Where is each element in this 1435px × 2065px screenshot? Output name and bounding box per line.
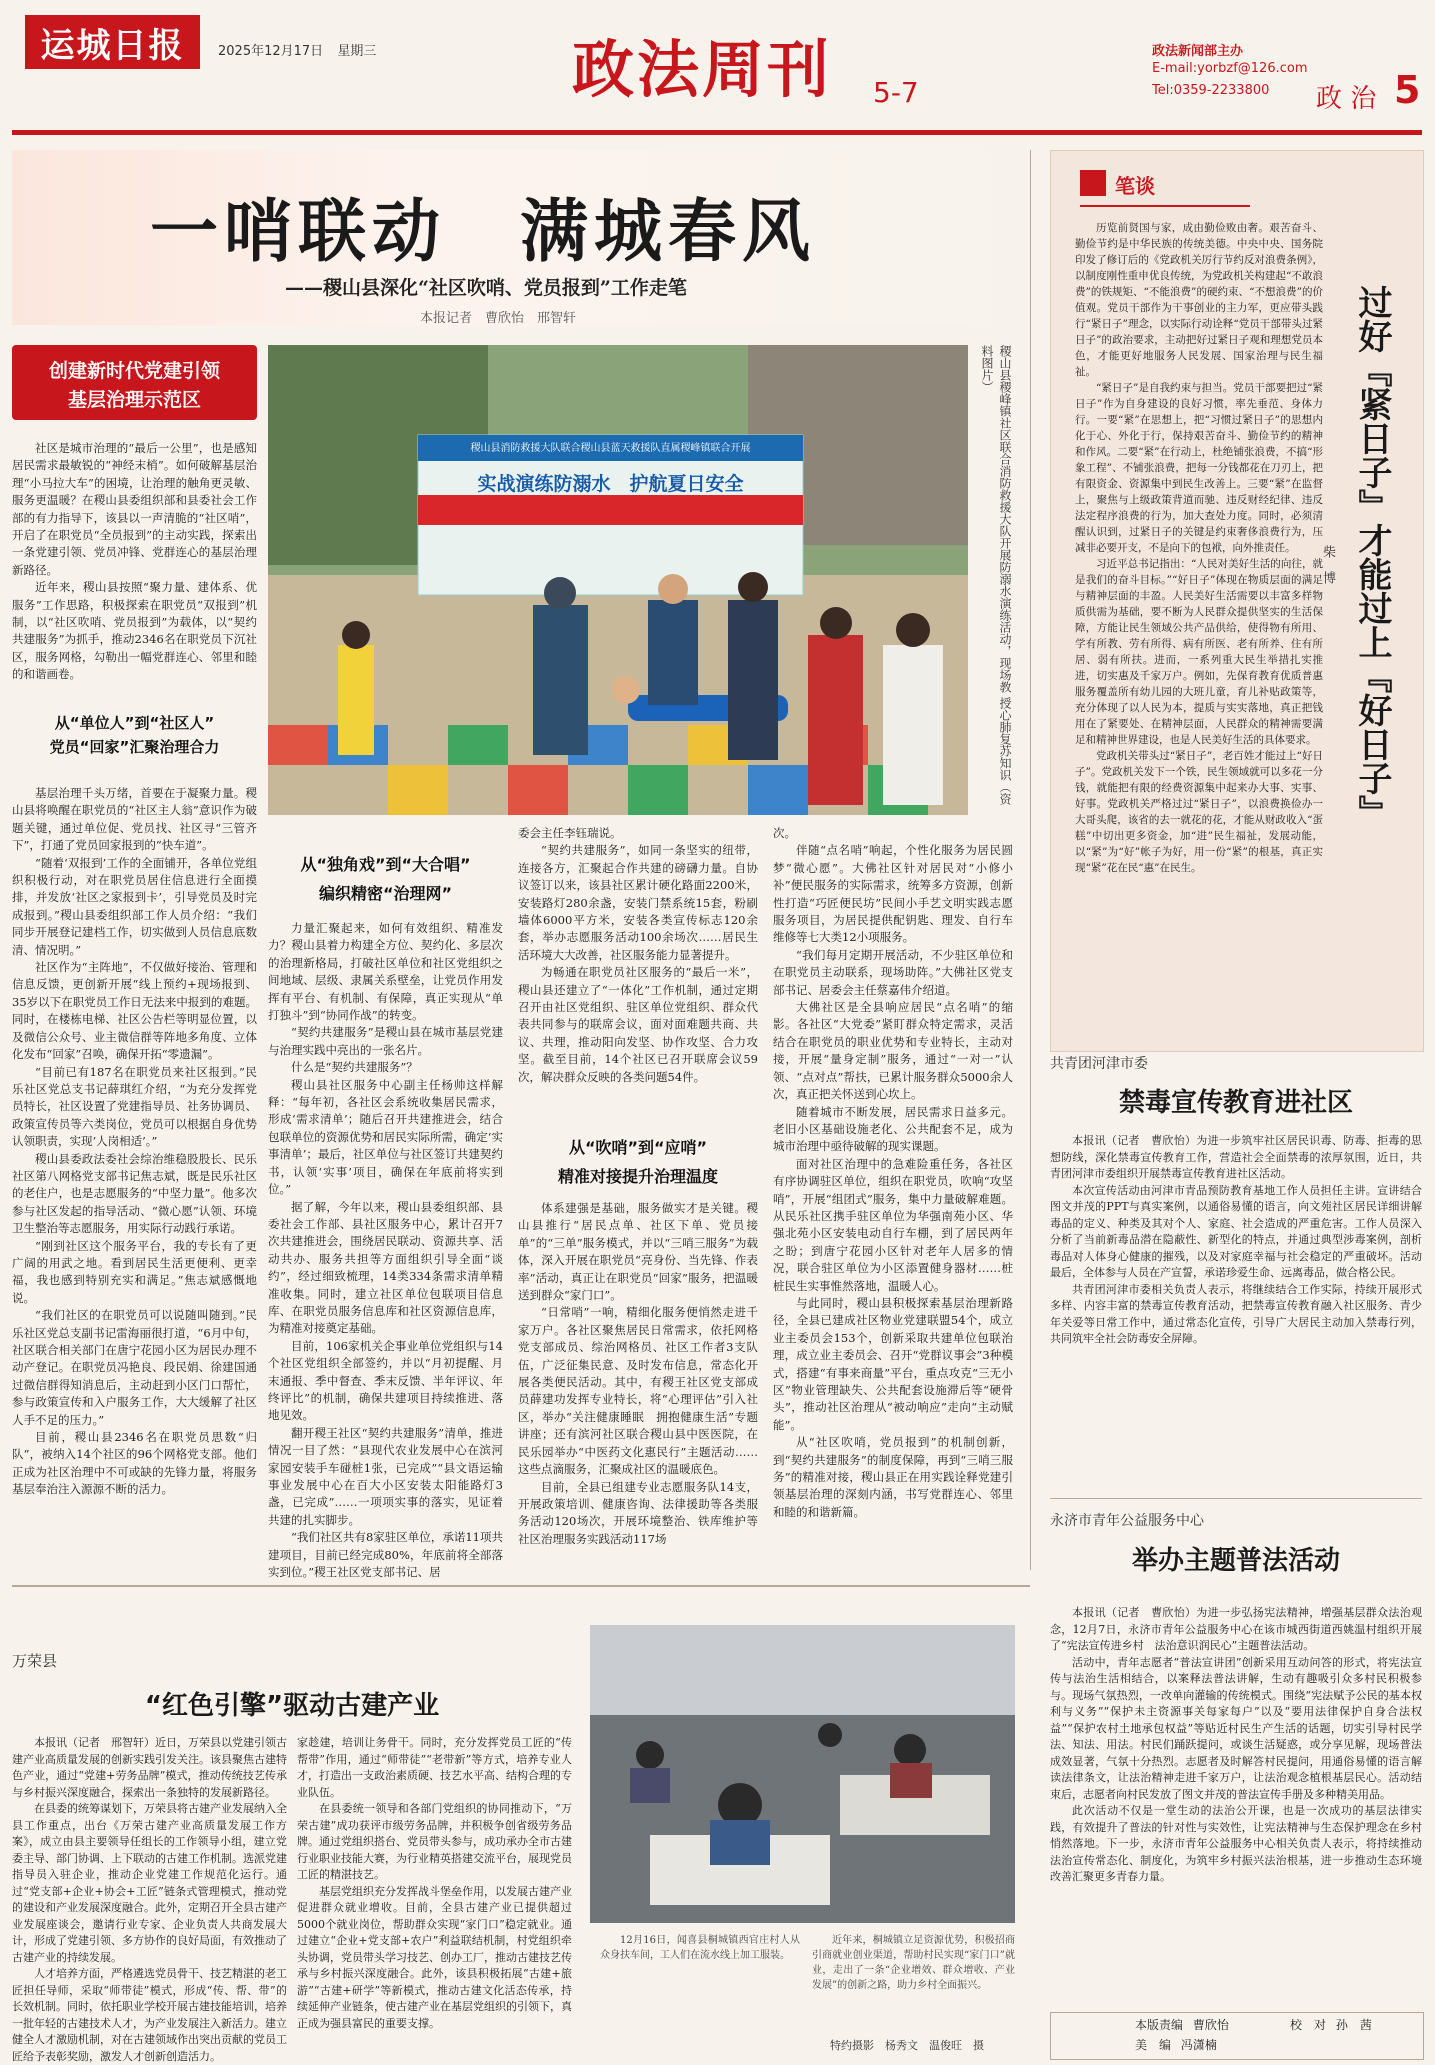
lead-photo-caption bbox=[978, 345, 1014, 815]
bottom-divider bbox=[12, 1585, 1030, 1587]
lead-col3-top bbox=[518, 825, 758, 1137]
lead-col4 bbox=[773, 825, 1013, 1565]
paragraph: 本次宣传活动由河津市青品预防教育基地工作人员担任主讲。宣讲结合图文并茂的PPT与真实案例，以通俗易懂的语言，向文苑社区居民详细讲解毒品的定义、种类及其对个人、家庭、社会造成的严重危害。工作人员深入分析了当前新毒品潜在隐蔽性、新型化的特点，并通过典型涉毒案例，剖析毒品对人体身心健康的摧残，以及对家庭幸福与社会稳定的严重破坏。活动最后，全体参与人员在产宣誓，承诺珍爱生命、远离毒品，做合格公民。 bbox=[1050, 1183, 1422, 1279]
footer-designer bbox=[1135, 2036, 1217, 2053]
logo-text: 运城日报 bbox=[40, 26, 185, 66]
paragraph: 力量汇聚起来，如何有效组织、精准发力？稷山县着力构建全方位、契约化、多层次的治理新格局，打破社区单位和社区党组织之间地域、层级、隶属关系壁垒，让党员作用发挥有平台、有机制、有保障，真正实现从“单打独斗”到“协同作战”的转变。 bbox=[268, 921, 503, 1023]
date: 2025年12月17日 bbox=[218, 44, 324, 59]
paragraph: 本报讯（记者 曹欣怡）为进一步弘扬宪法精神，增强基层群众法治观念，12月7日，永济市青年公益服务中心在该市城西街道西姚温村组织开展了“宪法宣传进乡村 法治意识润民心”主题普法活动。 bbox=[1050, 1606, 1422, 1652]
news1-body bbox=[1050, 1133, 1422, 1493]
bottom-photo-caption-right bbox=[812, 1933, 1015, 2028]
contact-tel: Tel:0359-2233800 bbox=[1152, 83, 1270, 98]
subhead-3-line1: 从“吹哨”到“应哨” bbox=[568, 1138, 708, 1157]
caption-paragraph: 12月16日，闻喜县桐城镇西官庄村人从众身扶车间，工人们在流水线上加工服装。 bbox=[600, 1935, 800, 1961]
paragraph: 习近平总书记指出：“人民对美好生活的向往，就是我们的奋斗目标。”“好日子”体现在物质层面的满足与精神层面的丰盈。人民美好生活需要以丰富多样物质供需为基础，要不断为人民群众提供坚实的生活保障，方能让民生领域公共产品供给，使得物有所用、学有所教、劳有所得、病有所医、老有所养、住有所居、弱有所扶。进而，一系列重大民生举措扎实推进，切实惠及千家万户。例如，先保育教育优质普惠服务覆盖所有幼儿园的大班儿童，育儿补贴政策等，充分体现了以人民为本，提质与实实落地，真正把钱用在了紧要处、在精神层面，人民群众的精神需要满足和精神世界建设，也是人民美好生活的具体要求。 bbox=[1075, 558, 1323, 746]
paragraph: 本报讯（记者 邢智轩）近日，万荣县以党建引领古建产业高质量发展的创新实践引发关注。该县聚焦古建特色产业，通过“党建+劳务品牌”模式，推动传统技艺传承与乡村振兴深度融合，探索出一条独特的发展新路径。 bbox=[12, 1736, 287, 1799]
commentary-body bbox=[1075, 220, 1323, 1040]
paragraph: 伴随“点名哨”响起，个性化服务为居民圆梦“微心愿”。大佛社区针对居民对“小修小补”便民服务的实际需求，统筹多方资源，创新性打造“巧匠便民坊”民间小手艺文明实践志愿服务项目，为居民提供配钥匙、理发、自行车维修等七大类12小项服务。 bbox=[773, 843, 1013, 945]
paragraph: “紧日子”是自我约束与担当。党员干部要把过“紧日子”作为自身建设的良好习惯，率先垂范、身体力行。一要“紧”在思想上，把“习惯过紧日子”的思想内化于心、外化于行，保持艰苦奋斗、勤俭节约的精神和作风。二要“紧”在行动上，杜绝铺张浪费，不搞“形象工程”、不铺张浪费，把每一分钱都花在刀刃上，把有限资金、资源集中到民生改善上。三要“紧”在监督上，聚焦与上级政策背道而驰、违反财经纪律、违反法定程序浪费的行为，加大查处力度。同时，必须清醒认识到，过紧日子的关键是约束奢侈浪费行为，压减非必要开支，不是向下的包袱，向外推责任。 bbox=[1075, 382, 1323, 554]
news-divider bbox=[1050, 1498, 1422, 1499]
commentary-tag-rule bbox=[1080, 205, 1250, 207]
paragraph: 稷山县委政法委社会综治维稳股股长、民乐社区第八网格党支部书记焦志斌，既是民乐社区的老住户，也是志愿服务的“中坚力量”。他多次参与社区发起的指导活动、“微心愿”认领、环境卫生整治等志愿服务，用实际行动践行承诺。 bbox=[12, 1151, 257, 1236]
lead-col2 bbox=[268, 920, 503, 1580]
paragraph: 稷山县社区服务中心副主任杨帅这样解释：“每年初，各社区会系统收集居民需求，形成‘需求清单’；随后召开共建推进会，结合包联单位的资源优势和居民实际所需，确定‘实事清单’；最后，社区单位与社区签订共建契约书，认领‘实事’项目，确保在年底前将实到位。” bbox=[268, 1077, 503, 1197]
paragraph: “日常哨”一响，精细化服务便悄然走进千家万户。各社区聚焦居民日常需求，依托网格党支部成员、综治网格员、社区工作者3支队伍，广泛征集民意、及时发布信息，常态化开展各类便民活动。其中，有稷王社区党支部成员薛建功发挥专业特长，将“心理评估”引入社区，举办“关注健康睡眠 拥抱健康生活”专题讲座；还有滨河社区联合稷山县中医医院，在民乐园举办“中医药文化惠民行”主题活动……这些点滴服务，汇聚成社区的温暖底色。 bbox=[518, 1305, 758, 1477]
paragraph: 目前，稷山县2346名在职党员思数“归队”，被纳入14个社区的96个网格党支部。他们正成为社区治理中不可或缺的先锋力量，将服务基层奉治注入源源不断的活力。 bbox=[12, 1430, 257, 1497]
paragraph: 基层治理千头万绪，首要在于凝聚力量。稷山县将唤醒在职党员的“社区主人翁”意识作为破题关键，通过单位促、党员找、社区寻“三管齐下”，打通了党员回家报到的“快车道”。 bbox=[12, 786, 257, 853]
paragraph: 随着城市不断发展，居民需求日益多元。老旧小区基础设施老化、公共配套不足，成为城市治理中亟待破解的现实课题。 bbox=[773, 1104, 1013, 1154]
bottom-region: 万荣县 bbox=[12, 1652, 58, 1670]
lead-headline: 一哨联动 满城春风 bbox=[150, 193, 817, 272]
lead-byline: 本报记者 曹欣怡 邢智轩 bbox=[420, 311, 577, 326]
caption-paragraph: 近年来，桐城镇立足资源优势，积极招商引商就业创业渠道，帮助村民实现“家门口”就业，走出了一条“企业增效、群众增收、产业发展”的创新之路，助力乡村全面振兴。 bbox=[812, 1935, 1015, 1991]
section-name: 政 治 bbox=[1316, 84, 1377, 114]
lead-photo bbox=[268, 345, 968, 815]
paragraph: 社区是城市治理的“最后一公里”，也是感知居民需求最敏锐的“神经末梢”。如何破解基层治理“小马拉大车”的困境，让治理的触角更灵敏、服务更温暖？在稷山县委组织部和县委社会工作部的有力指导下，该县以一声清脆的“社区哨”，开启了在职党员“全员报到”的主动实践，探索出一条党建引领、党员冲锋、党群连心的基层治理新路径。 bbox=[12, 441, 257, 577]
subhead-3-line2: 精准对接提升治理温度 bbox=[557, 1167, 718, 1186]
paragraph: “契约共建服务”是稷山县在城市基层党建与治理实践中亮出的一张名片。 bbox=[268, 1025, 503, 1057]
news2-title: 举办主题普法活动 bbox=[1131, 1546, 1340, 1576]
news2-source: 永济市青年公益服务中心 bbox=[1050, 1513, 1204, 1529]
paragraph: “我们每月定期开展活动，不少驻区单位和在职党员主动联系，现场助阵。”大佛社区党支部书记、居委会主任蔡嘉伟介绍道。 bbox=[773, 947, 1013, 997]
subhead-1-line2: 党员“回家”汇聚治理合力 bbox=[49, 738, 220, 756]
paragraph: 为畅通在职党员社区服务的“最后一米”，稷山县还建立了“一体化”工作机制，通过定期召开由社区党组织、驻区单位党组织、群众代表共同参与的联席会议，面对面难题共商、共议、共理，推动阳向发坚、协作攻坚、合力攻坚。截至目前，14个社区已召开联席会议59次，解决群众反映的各类问题54件。 bbox=[518, 965, 758, 1084]
paragraph: 与此同时，稷山县积极探索基层治理新路径，全县已建成社区物业党建联盟54个，成立业主委员会153个，创新采取共建单位包联治理，成立业主委员会、召开“党群议事会”3种模式，搭建“有事来商量”平台，重点攻克“三无小区”物业管理缺失、公共配套设施滞后等“硬骨头”，推动社区治理从“被动响应”走向“主动赋能”。 bbox=[773, 1295, 1013, 1432]
commentary-tag-icon bbox=[1080, 170, 1106, 196]
news1-source: 共青团河津市委 bbox=[1050, 1056, 1148, 1072]
editor-label: 本版责编 bbox=[1135, 2018, 1184, 2032]
paragraph: 近年来，稷山县按照“聚力量、建体系、优服务”工作思路，积极探索在职党员“双报到”机制，以“社区吹哨、党员报到”为载体，以“契约共建服务”为抓手，推动2346名在职党员下沉社区，服务网格，勾勒出一幅党群连心、邻里和睦的和谐画卷。 bbox=[12, 580, 257, 682]
bottom-photo bbox=[590, 1625, 1015, 1923]
lead-col1-top bbox=[12, 440, 257, 705]
footer-editor bbox=[1135, 2016, 1229, 2033]
weekday: 星期三 bbox=[337, 44, 377, 59]
poster-banner-top: 稷山县消防救援大队联合稷山县蓝天救援队直属稷峰镇联合开展 bbox=[470, 443, 751, 454]
sidebar-title-line1: 创建新时代党建引领 bbox=[48, 360, 220, 382]
paragraph: “目前已有187名在职党员来社区报到。”民乐社区党总支书记薛琪红介绍，“为充分发挥党员特长，社区设置了党建指导员、社务协调员、政策宣传员等六类岗位，党员可以根据自身优势认领职责，实现‘人岗相适’。” bbox=[12, 1064, 257, 1149]
photo-credit: 特约摄影 杨秀文 温俊旺 摄 bbox=[830, 2039, 984, 2052]
paragraph: 目前，全县已组建专业志愿服务队14支，开展政策培训、健康咨询、法律援助等各类服务活动120场次，开展环境整治、铁库维护等社区治理服务实践活动117场 bbox=[518, 1479, 758, 1546]
page-range: 5-7 bbox=[873, 76, 919, 109]
subhead-1 bbox=[12, 712, 257, 757]
paragraph: 共青团河津市委相关负责人表示，将继续结合工作实际，持续开展形式多样、内容丰富的禁毒宣传教育活动，把禁毒宣传教育融入社区服务、青少年关爱等日常工作中，通过常态化宣传，引导广大居民主动加入禁毒行列，共同筑牢全社会防毒安全屏障。 bbox=[1050, 1282, 1422, 1345]
proof-label: 校 对 bbox=[1290, 2018, 1327, 2032]
caption-part-2: 授心肺复苏知识（资料图片） bbox=[980, 345, 1012, 805]
news1-title: 禁毒宣传教育进社区 bbox=[1118, 1088, 1353, 1118]
design-label: 美 编 bbox=[1135, 2038, 1172, 2052]
paragraph: 从“社区吹哨，党员报到”的机制创新，到“契约共建服务”的制度保障，再到“三哨三服务”的精准对接，稷山县正在用实践诠释党建引领基层治理的深刻内涵，书写党群连心、邻里和睦的和谐新篇。 bbox=[773, 1435, 1013, 1519]
paragraph: 历览前贤国与家，成由勤俭败由奢。艰苦奋斗、勤俭节约是中华民族的传统美德。中央中央、国务院印发了修订后的《党政机关厉行节约反对浪费条例》，以制度刚性重申优良传统，为党政机关构建起“不敢浪费”的铁规矩、“不能浪费”的硬约束、“不想浪费”的价值观。党员干部作为干事创业的主力军，更应带头践行“紧日子”理念，以实际行动诠释“党员干部带头过紧日子”的政治要求，主动把好过紧日子观和理想党员本色，才能更好地服务人民发展、国家治理与民生福祉。 bbox=[1075, 222, 1323, 378]
paragraph: 翻开稷王社区“契约共建服务”清单，推进情况一目了然：“县现代农业发展中心在滨河家园安装手车碰桩1张，已完成”“县文语运输事业发展中心在百大小区安装太阳能路灯3盏，已完成”……一项项实事的落实，见证着共建的扎实脚步。 bbox=[268, 1425, 503, 1527]
paragraph: 委会主任李钰瑞说。 bbox=[518, 826, 622, 840]
paragraph: “刚到社区这个服务平台，我的专长有了更广阔的用武之地。看到居民生活更便利、更幸福，我也感到特别充实和满足。”焦志斌感慨地说。 bbox=[12, 1238, 257, 1305]
footer-proof bbox=[1290, 2016, 1372, 2033]
paragraph: 大佛社区是全县响应居民“点名哨”的缩影。各社区“大党委”紧盯群众特定需求，灵活结合在职党员的职业优势和专业特长，主动对接，开展“量身定制”服务，通过“一对一”认领、“点对点”帮扶，已累计服务群众5000余人次，真正把关怀送到心坎上。 bbox=[773, 1000, 1013, 1102]
bottom-col1 bbox=[12, 1735, 287, 2063]
poster-banner-main: 实战演练防溺水 护航夏日安全 bbox=[477, 473, 744, 495]
editor-name: 曹欣怡 bbox=[1192, 2018, 1229, 2032]
lead-col1-body bbox=[12, 785, 257, 1565]
paragraph: 社区作为“主阵地”，不仅做好接治、管理和信息反馈，更创新开展“线上预约+现场报到、35岁以下在职党员工作日无法来中报到的难题。同时，在楼栋电梯、社区公告栏等明显位置，以及微信公众号、业主微信群等阵地多角度、立体化发布“回家”召唤，确保开拓“零遗漏”。 bbox=[12, 960, 257, 1062]
paragraph: 据了解，今年以来，稷山县委组织部、县委社会工作部、县社区服务中心，累计召开7次共建推进会，围绕居民联动、资源共享、活动共办、服务共担等方面组织引导全面“谈约”，经过细致梳理，14类334条需求清单精准收集。同时，建立社区单位包联项目信息库、在职党员服务信息库和社区资源信息库，为精准对接奠定基础。 bbox=[268, 1199, 503, 1336]
paragraph: 次。 bbox=[773, 826, 796, 840]
page-number: 5 bbox=[1394, 68, 1421, 112]
paragraph: 在县委统一领导和各部门党组织的协同推动下，“万荣古建”成功获评市级劳务品牌，并积极争创省级劳务品牌。通过党组织搭台、党员带头参与，成功承办全市古建行业职业技能大赛，为行业精英搭建交流平台，展现党员工匠的精湛技艺。 bbox=[297, 1802, 572, 1881]
caption-part-1: 稷山县稷峰镇社区联合消防救援大队开展防溺水演练活动，现场教 bbox=[998, 345, 1012, 693]
paragraph: 党政机关带头过“紧日子”，老百姓才能过上“好日子”。党政机关发下一个铁，民生领域就可以多花一分钱，就能把有限的经费资源集中起来办大事、实事、好事。党政机关严格过过“紧日子”，以浪费换俭办一大哥头爬，该省的去一就花的花，才能从财政收入“蛋糕”中切出更多资金，加“进”民生福祉，发展动能，以“紧”为“好”帐子为好，用一份“紧”的根基，真正实现“紧”花在民“惠”在民生。 bbox=[1075, 750, 1323, 874]
paragraph: 此次活动不仅是一堂生动的法治公开课，也是一次成功的基层法律实践，有效提升了普法的针对性与实效性，让宪法精神与生态保护理念在乡村悄然落地。下一步，永济市青年公益服务中心相关负责人表示，将持续推动法治宣传常态化、制度化，为筑牢乡村振兴法治根基，进一步推动生态环境改善汇聚更多青春力量。 bbox=[1050, 1804, 1422, 1883]
masthead-rule bbox=[12, 130, 1422, 135]
host-label: 政法新闻部主办 bbox=[1152, 44, 1244, 59]
subhead-1-line1: 从“单位人”到“社区人” bbox=[54, 714, 215, 732]
paragraph: 家趁建，培训让务骨干。同时，充分发挥党员工匠的“传帮带”作用，通过“师带徒”“老带新”等方式，培养专业人才，打造出一支政治素质硬、技艺水平高、结构合理的专业队伍。 bbox=[297, 1736, 572, 1799]
subhead-2 bbox=[268, 852, 503, 904]
bottom-photo-caption-left bbox=[600, 1933, 800, 2058]
bottom-col2 bbox=[297, 1735, 572, 2055]
section-title: 政法周刊 bbox=[572, 33, 833, 106]
paragraph: “随着‘双报到’工作的全面铺开，各单位党组织积极行动，对在职党员居住信息进行全面摸排，并发放‘社区之家报到卡’，引导党员及时完成报到。”稷山县委组织部工作人员介绍：“我们同步开展登记建档工作，切实做到人员信息底数清、情况明。” bbox=[12, 855, 257, 957]
proofer-name: 孙 茜 bbox=[1335, 2018, 1372, 2032]
paragraph: 本报讯（记者 曹欣怡）为进一步筑牢社区居民识毒、防毒、拒毒的思想防线，深化禁毒宣传教育工作，营造社会全面禁毒的浓厚氛围，近日，共青团河津市委组织开展禁毒宣传教育进社区活动。 bbox=[1050, 1134, 1422, 1180]
paragraph: 活动中，青年志愿者“普法宣讲团”创新采用互动问答的形式，将宪法宣传与法治生活相结合，以案释法普法讲解，生动有趣吸引众多村民积极参与。现场气氛热烈，一改单向灌输的传统模式。围绕“宪法赋予公民的基本权利与义务”“保护未主资源事关每家每户”以及“要用法律保护自身合法权益”“保护农村土地承包权益”等贴近村民生产生活的话题，切实引导村民学法、知法、用法。村民们踊跃提问，或谈生活疑惑，或分享见解，现场普法成效显著，气氛十分热烈。志愿者及时解答村民提问，用通俗易懂的语言解读法律条文，让法治精神走进千家万户，让法治观念植根基层民心。活动结束后，志愿者向村民发放了图文并茂的普法宣传手册及多种精美用品。 bbox=[1050, 1655, 1422, 1801]
column-divider bbox=[1030, 150, 1031, 1570]
paragraph: “我们社区共有8家驻区单位，承诺11项共建项目，目前已经完成80%，年底前将全部落实到位。”稷王社区党支部书记、居 bbox=[268, 1530, 503, 1580]
drill-scene-illustration bbox=[268, 345, 968, 815]
commentary-author: 柴 博 bbox=[1320, 545, 1335, 584]
paragraph: 基层党组织充分发挥战斗堡垒作用，以发展古建产业促进群众就业增收。目前，全县古建产业已提供超过5000个就业岗位，帮助群众实现“家门口”稳定就业。通过建立“企业+党支部+农户”利益联结机制，村党组织牵头协调，党员带头学习技艺、创办工厂，推动古建技艺传承与乡村振兴深度融合。此外，该县积极拓展“古建+旅游”“古建+研学”等新模式，推动古建文化活态传承，持续延伸产业链条，使古建产业在基层党组织的引领下，真正成为强县富民的重要支撑。 bbox=[297, 1884, 572, 2030]
news2-body bbox=[1050, 1605, 1422, 2005]
masthead bbox=[0, 0, 1435, 114]
paragraph: 面对社区治理中的急难险重任务，各社区有序协调驻区单位，组织在职党员，吹响“攻坚哨”，开展“组团式”服务，集中力量破解难题。从民乐社区携手驻区单位为华强南苑小区、华强北苑小区安装电动自行车棚，到了居民两年之盼；到唐宁花园小区针对老年人居多的情况，联合驻区单位为小区添置健身器材……桩桩民生实事惟然落地，温暖人心。 bbox=[773, 1156, 1013, 1293]
sidebar-title-line2: 基层治理示范区 bbox=[67, 389, 201, 411]
commentary-title: 过好『紧日子』才能过上『好日子』 bbox=[1352, 285, 1392, 829]
designer-name: 冯潇楠 bbox=[1180, 2038, 1217, 2052]
paragraph: 在县委的统筹谋划下，万荣县将古建产业发展纳入全县工作重点，出台《万荣古建产业高质量发展工作方案》，成立由县主要领导任组长的工作领导小组，建立党委主导、部门协调、上下联动的古建工作机制。选派党建指导员入驻企业，推动企业党建工作规范化运行。通过“党支部+企业+协会+工匠”链条式管理模式，推动党的建设和产业发展深度融合。此外，定期召开全县古建产业发展座谈会，邀请行业专家、企业负责人共商发展大计，形成了党建引领、多方协作的良好局面，有效推动了古建产业的持续发展。 bbox=[12, 1802, 287, 1964]
lead-subheadline: ——稷山县深化“社区吹哨、党员报到”工作走笔 bbox=[285, 277, 687, 299]
paragraph: 目前，106家机关企事业单位党组织与14个社区党组织全部签约，并以“月初提醒、月末通报、季中督查、季末反馈、半年评议、年终评比”的机制，确保共建项目持续推进、落地见效。 bbox=[268, 1338, 503, 1423]
garment-workshop-illustration bbox=[590, 1625, 1015, 1923]
paragraph: 体系建强是基础，服务做实才是关键。稷山县推行“居民点单、社区下单、党员接单”的“三单”服务模式，并以“三哨三服务”为载体，深入开展在职党员“亮身份、当先锋、作表率”活动，真正让在职党员“回家”服务，把温暖送到群众“家门口”。 bbox=[518, 1201, 758, 1303]
subhead-2-line2: 编织精密“治理网” bbox=[318, 884, 453, 903]
subhead-3 bbox=[518, 1135, 758, 1187]
subhead-2-line1: 从“独角戏”到“大合唱” bbox=[300, 855, 471, 874]
lead-col3-body bbox=[518, 1200, 758, 1565]
paragraph: 什么是“契约共建服务”？ bbox=[291, 1060, 418, 1075]
paragraph: 人才培养方面，严格遴选党员骨干、技艺精湛的老工匠担任导师，采取“师带徒”模式，形成“传、帮、带”的长效机制。同时，依托职业学校开展古建技能培训，培养一批年轻的古建技术人才，为产业发展注入新活力。建立健全人才激励机制，对在古建领域作出突出贡献的党员工匠给予表彰奖励，激发人才创新创造活力。 bbox=[12, 1967, 287, 2063]
bottom-headline: “红色引擎”驱动古建产业 bbox=[144, 1691, 440, 1721]
paragraph: “我们社区的在职党员可以说随叫随到。”民乐社区党总支副书记雷海丽很打道，“6月中旬，社区联合相关部门在唐宁花园小区为居民办理不动产登记。在职党员冯艳良、段民娟、徐建国通过微信群得知消息后，主动赶到小区门口帮忙，参与政策宣传和入户服务工作，大大缓解了社区人手不足的压力。” bbox=[12, 1308, 257, 1427]
paragraph: “契约共建服务”，如同一条坚实的纽带，连接各方，汇聚起合作共建的磅礴力量。自协议签订以来，该县社区累计硬化路面2200米，安装路灯280余盏，安装门禁系统15套，粉刷墙体6000平方米，安装各类宣传标志120余套，举办志愿服务活动100余场次……居民生活环境大大改善，社区服务能力显著提升。 bbox=[518, 843, 758, 962]
commentary-tag: 笔谈 bbox=[1115, 174, 1155, 198]
contact-email: E-mail:yorbzf@126.com bbox=[1152, 61, 1308, 76]
issue-date bbox=[218, 40, 376, 59]
